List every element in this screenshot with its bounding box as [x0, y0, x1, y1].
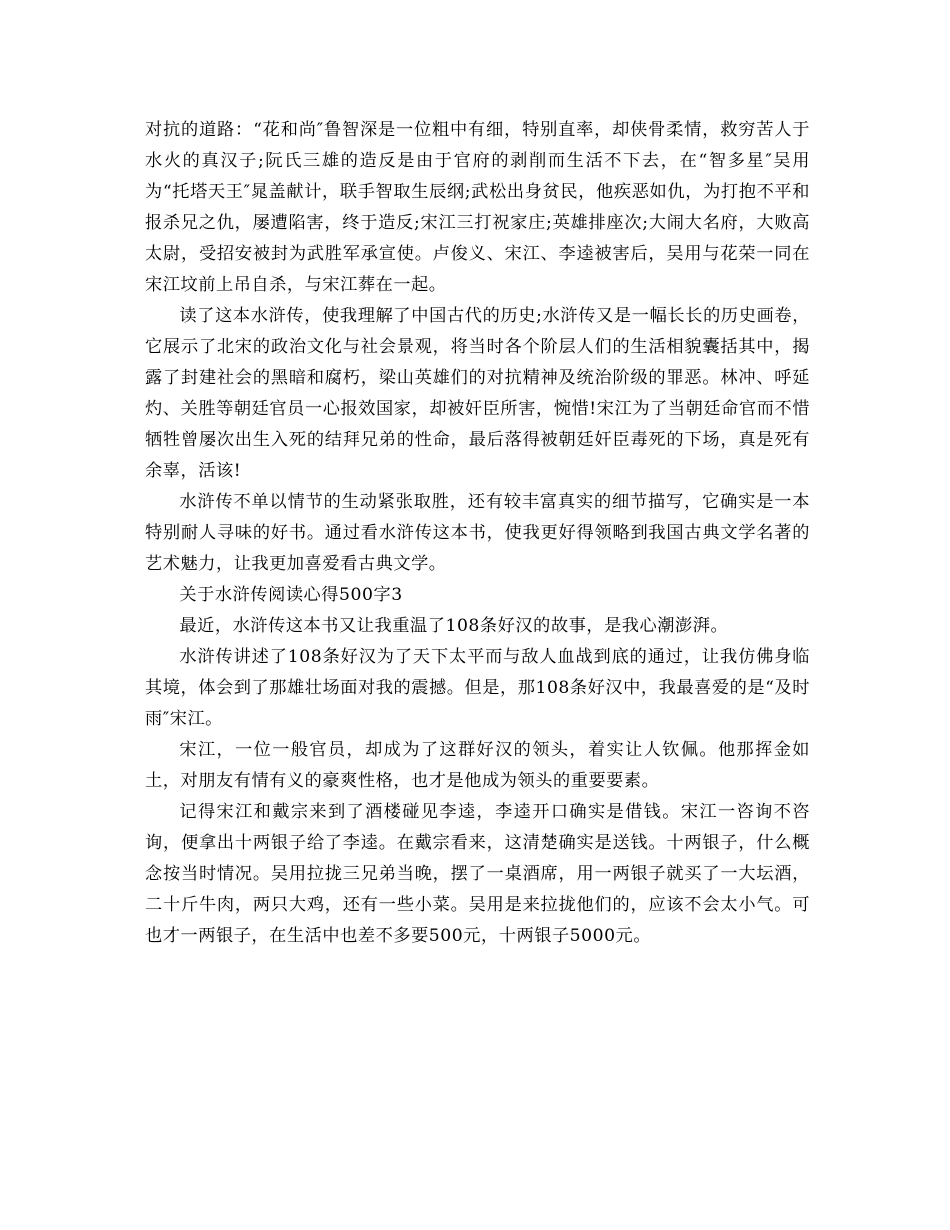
paragraph: 宋江，一位一般官员，却成为了这群好汉的领头，着实让人钦佩。他那挥金如土，对朋友有情有义的豪爽性格，也才是他成为领头的重要要素。 [145, 740, 810, 791]
paragraph: 水浒传讲述了108条好汉为了天下太平而与敌人血战到底的通过，让我仿佛身临其境，体会到了那雄壮场面对我的震撼。但是，那108条好汉中，我最喜爱的是“及时雨″宋江。 [145, 647, 810, 729]
paragraph: 读了这本水浒传，使我理解了中国古代的历史;水浒传又是一幅长长的历史画卷，它展示了北宋的政治文化与社会景观，将当时各个阶层人们的生活相貌囊括其中，揭露了封建社会的黑暗和腐朽，梁山英雄们的对抗精神及统治阶级的罪恶。林冲、呼延灼、关胜等朝廷官员一心报效国家，却被奸臣所害，惋惜!宋江为了当朝廷命官而不惜牺牲曾屡次出生入死的结拜兄弟的性命，最后落得被朝廷奸臣毒死的下场，真是死有余辜，活该! [145, 306, 810, 481]
document-body [145, 115, 810, 952]
paragraph: 记得宋江和戴宗来到了酒楼碰见李逵，李逵开口确实是借钱。宋江一咨询不咨询，便拿出十两银子给了李逵。在戴宗看来，这清楚确实是送钱。十两银子，什么概念按当时情况。吴用拉拢三兄弟当晚，摆了一桌酒席，用一两银子就买了一大坛酒，二十斤牛肉，两只大鸡，还有一些小菜。吴用是来拉拢他们的，应该不会太小气。可也才一两银子，在生活中也差不多要500元，十两银子5000元。 [145, 802, 810, 946]
paragraph: 水浒传不单以情节的生动紧张取胜，还有较丰富真实的细节描写，它确实是一本特别耐人寻味的好书。通过看水浒传这本书，使我更好得领略到我国古典文学名著的艺术魅力，让我更加喜爱看古典文学。 [145, 492, 810, 574]
paragraph: 最近，水浒传这本书又让我重温了108条好汉的故事，是我心潮澎湃。 [179, 616, 729, 636]
paragraph: 对抗的道路：“花和尚″鲁智深是一位粗中有细，特别直率，却侠骨柔情，救穷苦人于水火的真汉子;阮氏三雄的造反是由于官府的剥削而生活不下去，在“智多星″吴用为“托塔天王″晁盖献计，联手智取生辰纲;武松出身贫民，他疾恶如仇，为打抱不平和报杀兄之仇，屡遭陷害，终于造反;宋江三打祝家庄;英雄排座次;大闹大名府，大败高太尉，受招安被封为武胜军承宣使。卢俊义、宋江、李逵被害后，吴用与花荣一同在宋江坟前上吊自杀，与宋江葬在一起。 [145, 120, 810, 295]
section-heading: 关于水浒传阅读心得500字3 [179, 585, 403, 605]
